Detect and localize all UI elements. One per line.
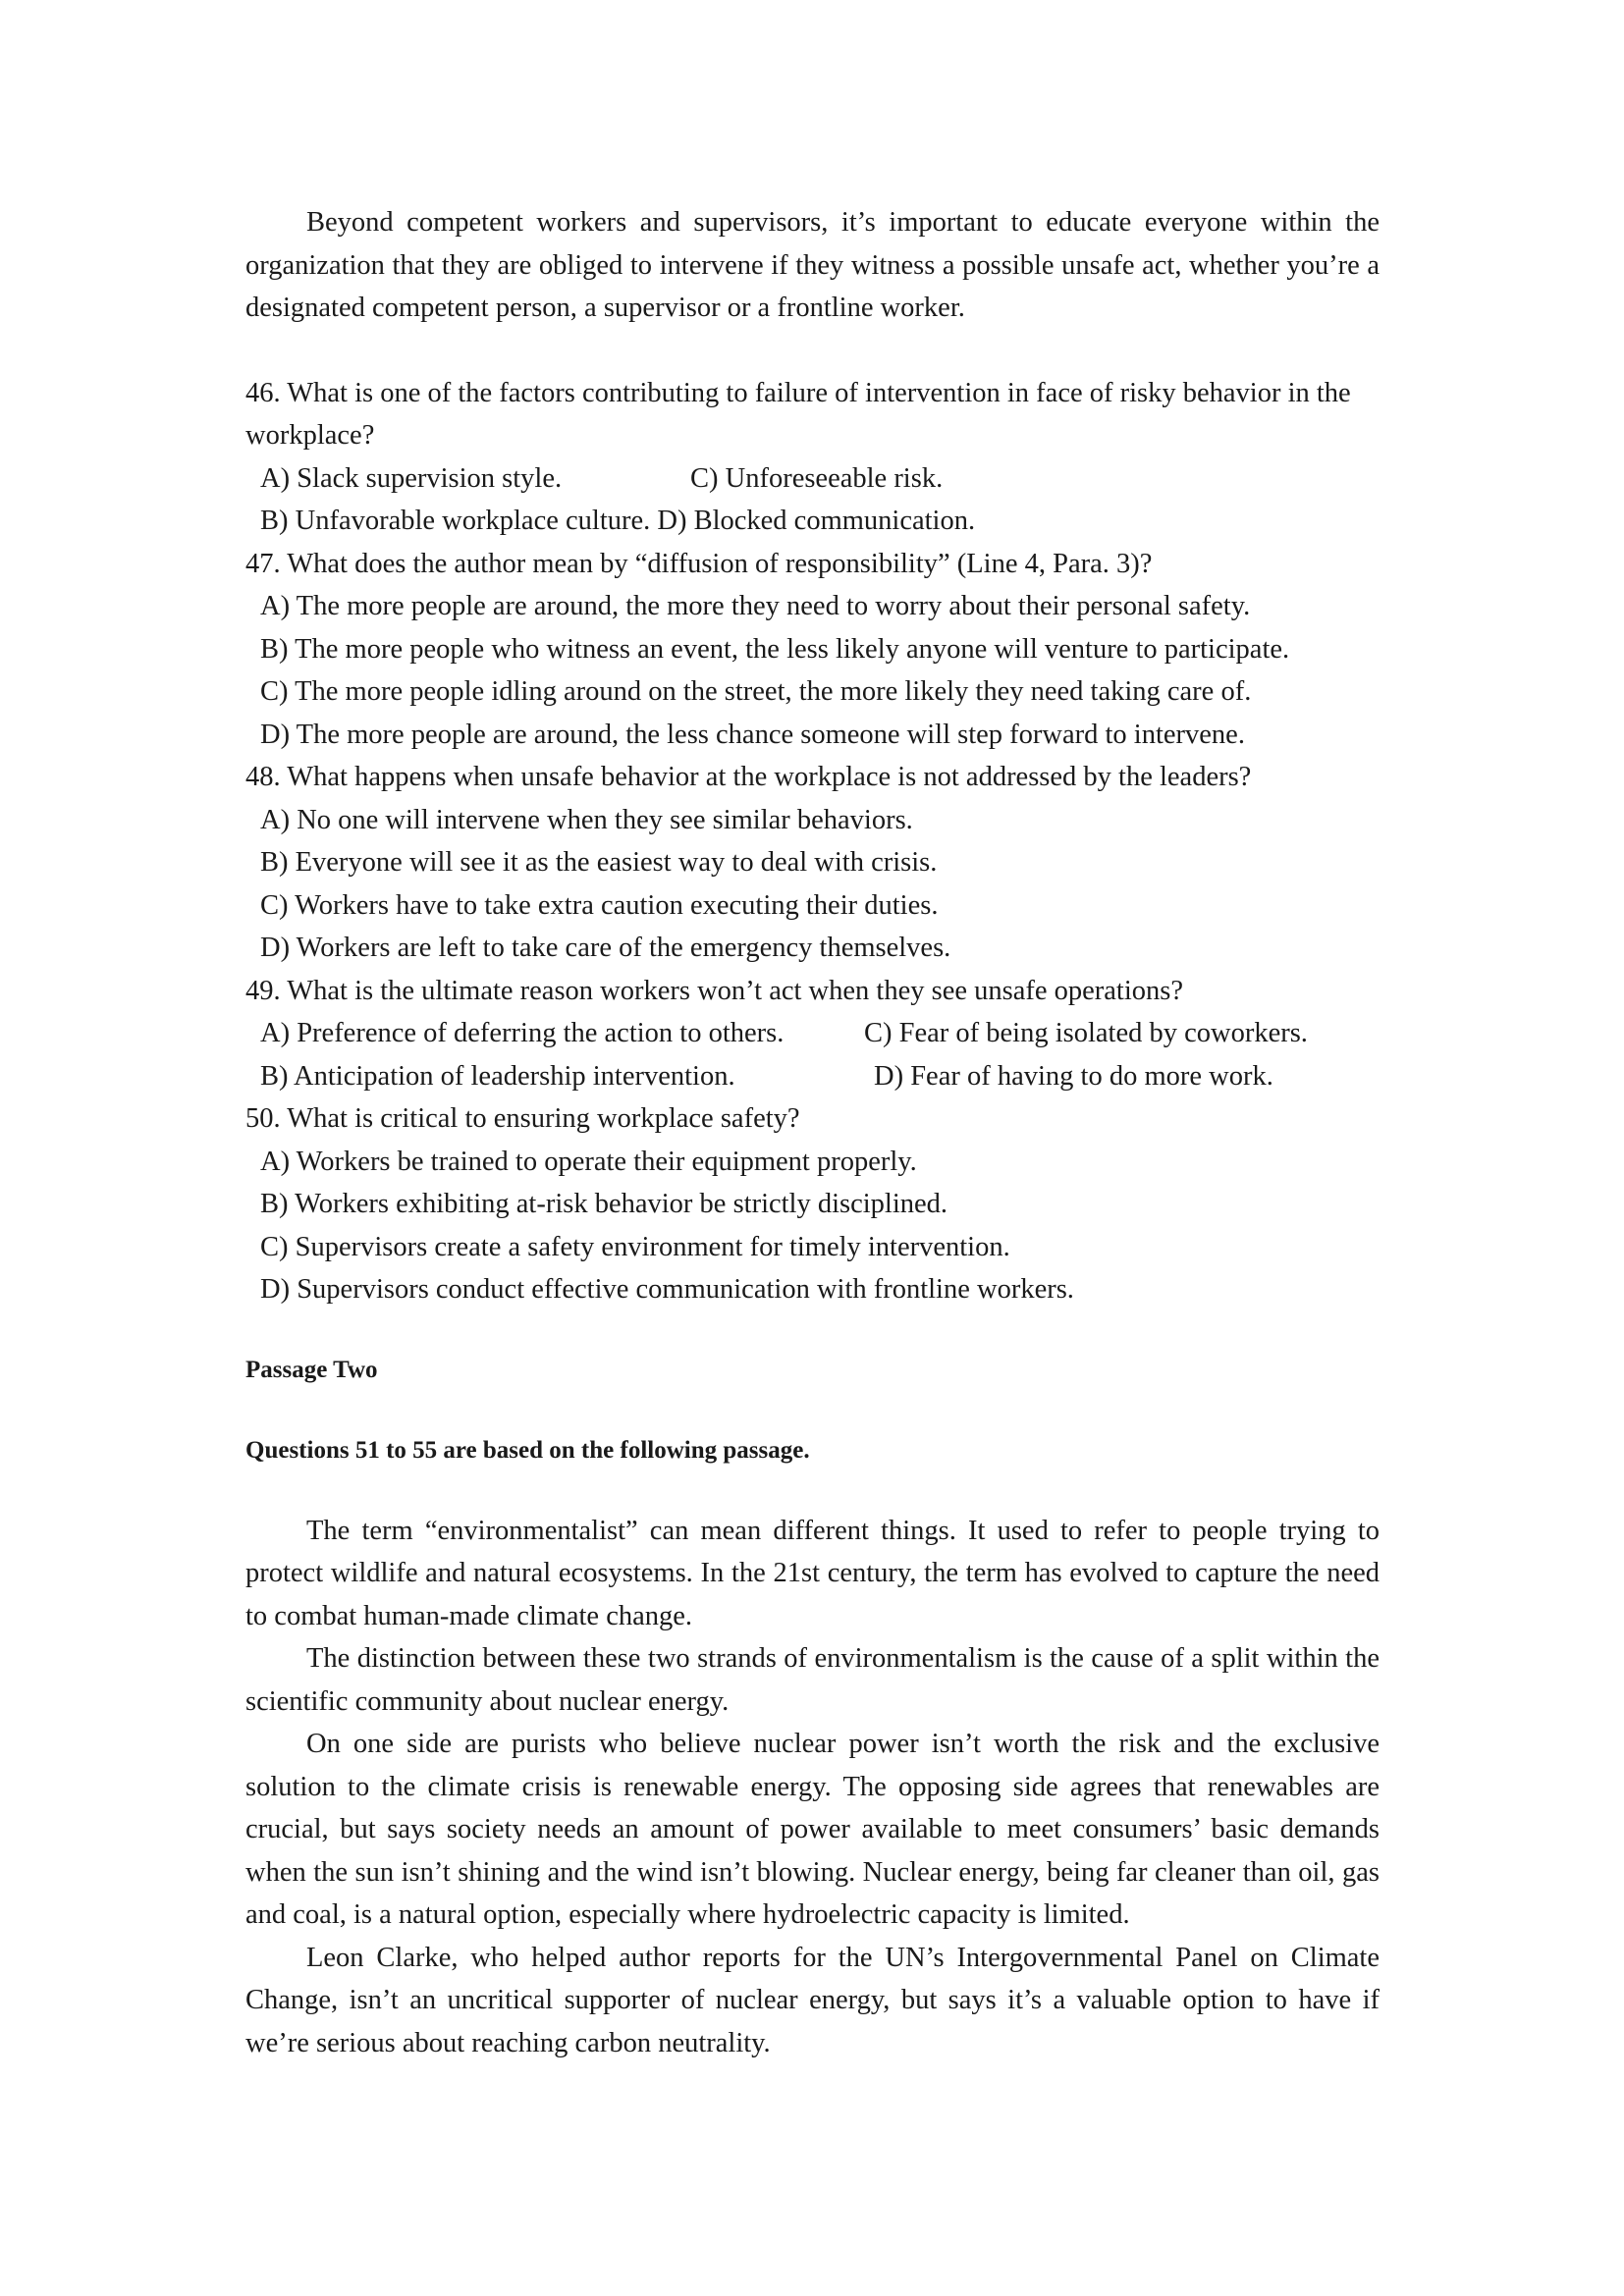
intro-paragraph: Beyond competent workers and supervisors, it’s important to educate everyone within the organization that they are obliged to intervene if they witness a possible unsafe act, whether you’re a designated competent person, a supervisor or a frontline worker. (245, 207, 1380, 323)
passage-two-heading: Passage Two (245, 1356, 378, 1383)
question-48-option-c: C) Workers have to take extra caution executing their duties. (260, 889, 939, 921)
question-49-option-a: A) Preference of deferring the action to others. (260, 1018, 785, 1048)
question-46-option-c: C) Unforeseeable risk. (690, 462, 944, 494)
question-49-stem: 49. What is the ultimate reason workers won’t act when they see unsafe operations? (245, 975, 1183, 1006)
question-46-stem: 46. What is one of the factors contributing to failure of intervention in face of risky behavior in the workplace? (245, 377, 1351, 451)
question-50-option-d: D) Supervisors conduct effective communication with frontline workers. (260, 1274, 1074, 1305)
question-48-option-a: A) No one will intervene when they see similar behaviors. (260, 804, 913, 835)
passage-two-body (245, 1510, 1380, 2065)
question-48-option-b: B) Everyone will see it as the easiest way to deal with crisis. (260, 847, 938, 878)
passage-two-instruction: Questions 51 to 55 are based on the following passage. (245, 1436, 810, 1464)
document-page (245, 201, 1380, 2064)
question-49-options-row-1 (245, 1012, 1380, 1055)
question-list (245, 372, 1380, 1311)
question-49-option-c: C) Fear of being isolated by coworkers. (864, 1018, 1308, 1048)
question-50 (245, 1097, 1380, 1311)
question-46-options-row-2 (245, 500, 1380, 543)
question-49-option-d: D) Fear of having to do more work. (874, 1060, 1273, 1092)
question-47 (245, 543, 1380, 757)
question-48-stem: 48. What happens when unsafe behavior at the workplace is not addressed by the leaders? (245, 762, 1252, 792)
question-47-option-c: C) The more people idling around on the street, the more likely they need taking care of. (260, 676, 1252, 707)
question-47-option-d: D) The more people are around, the less chance someone will step forward to intervene. (260, 719, 1245, 750)
question-50-option-c: C) Supervisors create a safety environment for timely intervention. (260, 1231, 1010, 1262)
question-49 (245, 970, 1380, 1098)
question-46-option-d: D) Blocked communication. (657, 506, 976, 536)
question-46-option-a: A) Slack supervision style. (260, 462, 563, 494)
passage-two-paragraph-3: On one side are purists who believe nuclear power isn’t worth the risk and the exclusive solution to the climate crisis is renewable energy. The opposing side agrees that renewables are crucial, but says society needs an amount of power available to meet consumers’ basic demands when the sun isn’t shining and the wind isn’t blowing. Nuclear energy, being far cleaner than oil, gas and coal, is a natural option, especially where hydroelectric capacity is limited. (245, 1729, 1380, 1930)
passage-two-paragraph-2: The distinction between these two strands of environmentalism is the cause of a split within the scientific community about nuclear energy. (245, 1643, 1380, 1717)
question-49-option-b: B) Anticipation of leadership intervention. (260, 1060, 735, 1092)
question-50-option-b: B) Workers exhibiting at-risk behavior be strictly disciplined. (260, 1189, 948, 1219)
question-48 (245, 756, 1380, 970)
passage-two-paragraph-4: Leon Clarke, who helped author reports for the UN’s Intergovernmental Panel on Climate Change, isn’t an uncritical supporter of nuclear energy, but says it’s a valuable option to have if we’re serious about reaching carbon neutrality. (245, 1942, 1380, 2058)
question-46-options-row-1 (245, 457, 1380, 501)
question-49-options-row-2 (245, 1055, 1380, 1098)
passage-two-paragraph-1: The term “environmentalist” can mean different things. It used to refer to people trying to protect wildlife and natural ecosystems. In the 21st century, the term has evolved to capture the need to combat human-made climate change. (245, 1515, 1380, 1631)
question-47-option-b: B) The more people who witness an event, the less likely anyone will venture to participate. (260, 633, 1290, 665)
question-46-option-b: B) Unfavorable workplace culture. (260, 506, 651, 536)
question-46 (245, 372, 1380, 543)
question-50-stem: 50. What is critical to ensuring workplace safety? (245, 1103, 800, 1134)
question-48-option-d: D) Workers are left to take care of the emergency themselves. (260, 933, 951, 963)
question-47-option-a: A) The more people are around, the more they need to worry about their personal safety. (260, 591, 1251, 621)
question-47-stem: 47. What does the author mean by “diffusion of responsibility” (Line 4, Para. 3)? (245, 548, 1153, 579)
question-50-option-a: A) Workers be trained to operate their equipment properly. (260, 1146, 917, 1177)
